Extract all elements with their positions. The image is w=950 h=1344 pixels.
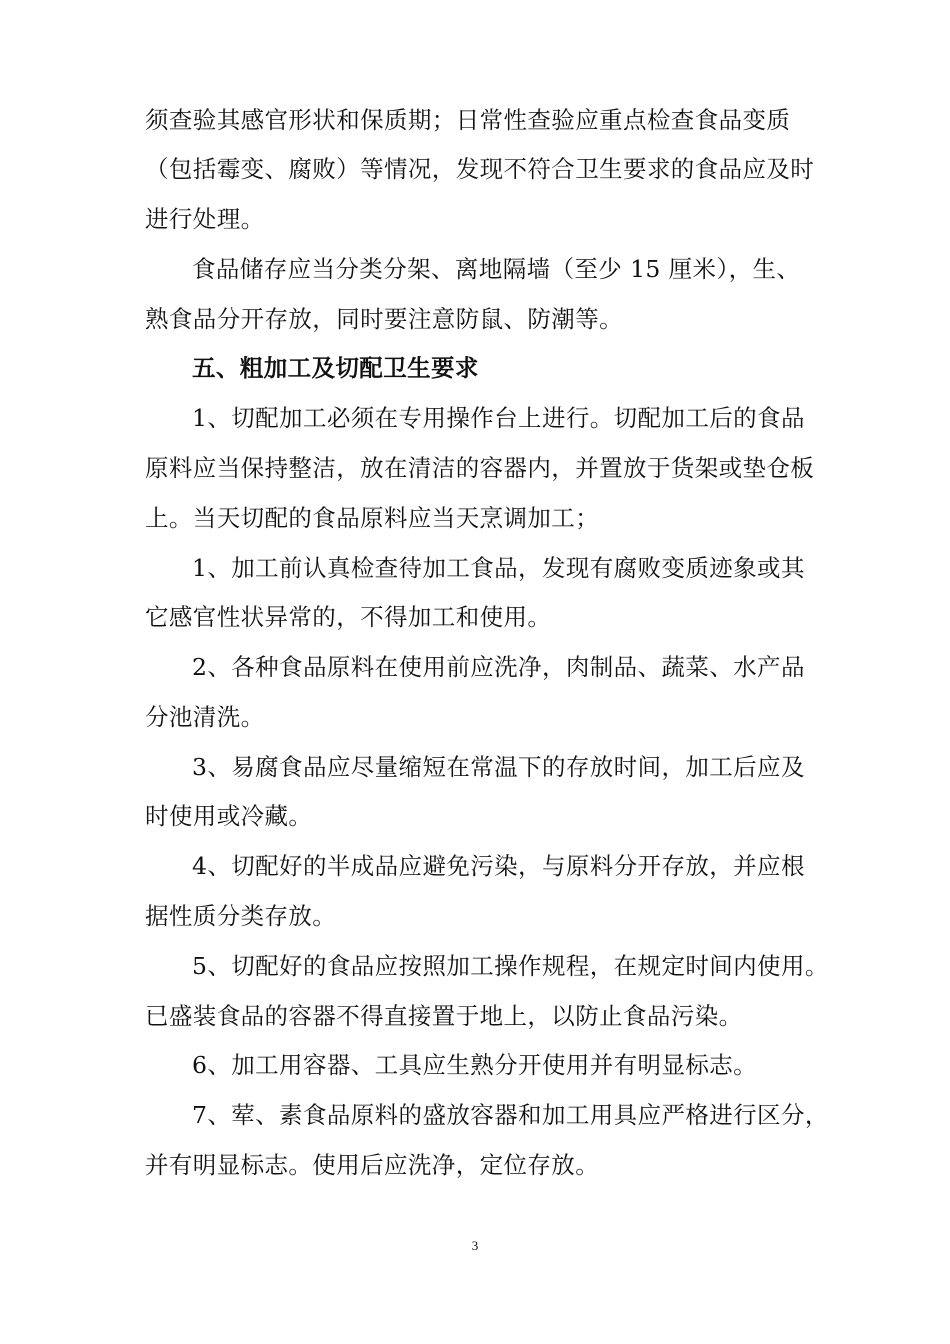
paragraph-line: 2、各种食品原料在使用前应洗净，肉制品、蔬菜、水产品 <box>192 653 805 681</box>
paragraph-line: 熟食品分开存放，同时要注意防鼠、防潮等。 <box>145 305 623 333</box>
paragraph-line: 已盛装食品的容器不得直接置于地上，以防止食品污染。 <box>145 1002 743 1030</box>
paragraph-line: 它感官性状异常的，不得加工和使用。 <box>145 603 552 631</box>
paragraph-line: 7、荤、素食品原料的盛放容器和加工用具应严格进行区分， <box>192 1101 829 1129</box>
paragraph-line: 据性质分类存放。 <box>145 902 337 930</box>
paragraph-line: 上。当天切配的食品原料应当天烹调加工； <box>145 504 600 532</box>
paragraph-line: 并有明显标志。使用后应洗净，定位存放。 <box>145 1151 600 1179</box>
page-number: 3 <box>471 1238 479 1253</box>
paragraph-line: 食品储存应当分类分架、离地隔墙（至少 15 厘米），生、 <box>192 255 801 283</box>
paragraph-line: 1、加工前认真检查待加工食品，发现有腐败变质迹象或其 <box>192 554 805 582</box>
paragraph-line: 1、切配加工必须在专用操作台上进行。切配加工后的食品 <box>192 404 805 432</box>
paragraph-line: （包括霉变、腐败）等情况，发现不符合卫生要求的食品应及时 <box>145 155 815 183</box>
paragraph-line: 4、切配好的半成品应避免污染，与原料分开存放，并应根 <box>192 852 805 880</box>
section-heading: 五、粗加工及切配卫生要求 <box>192 354 479 382</box>
paragraph-line: 5、切配好的食品应按照加工操作规程，在规定时间内使用。 <box>192 952 829 980</box>
paragraph-line: 6、加工用容器、工具应生熟分开使用并有明显标志。 <box>192 1051 758 1079</box>
paragraph-line: 须查验其感官形状和保质期；日常性查验应重点检查食品变质 <box>145 106 791 134</box>
paragraph-line: 进行处理。 <box>145 205 265 233</box>
paragraph-line: 3、易腐食品应尽量缩短在常温下的存放时间，加工后应及 <box>192 753 805 781</box>
paragraph-line: 分池清洗。 <box>145 703 265 731</box>
paragraph-line: 原料应当保持整洁，放在清洁的容器内，并置放于货架或垫仓板 <box>145 454 815 482</box>
paragraph-line: 时使用或冷藏。 <box>145 802 313 830</box>
